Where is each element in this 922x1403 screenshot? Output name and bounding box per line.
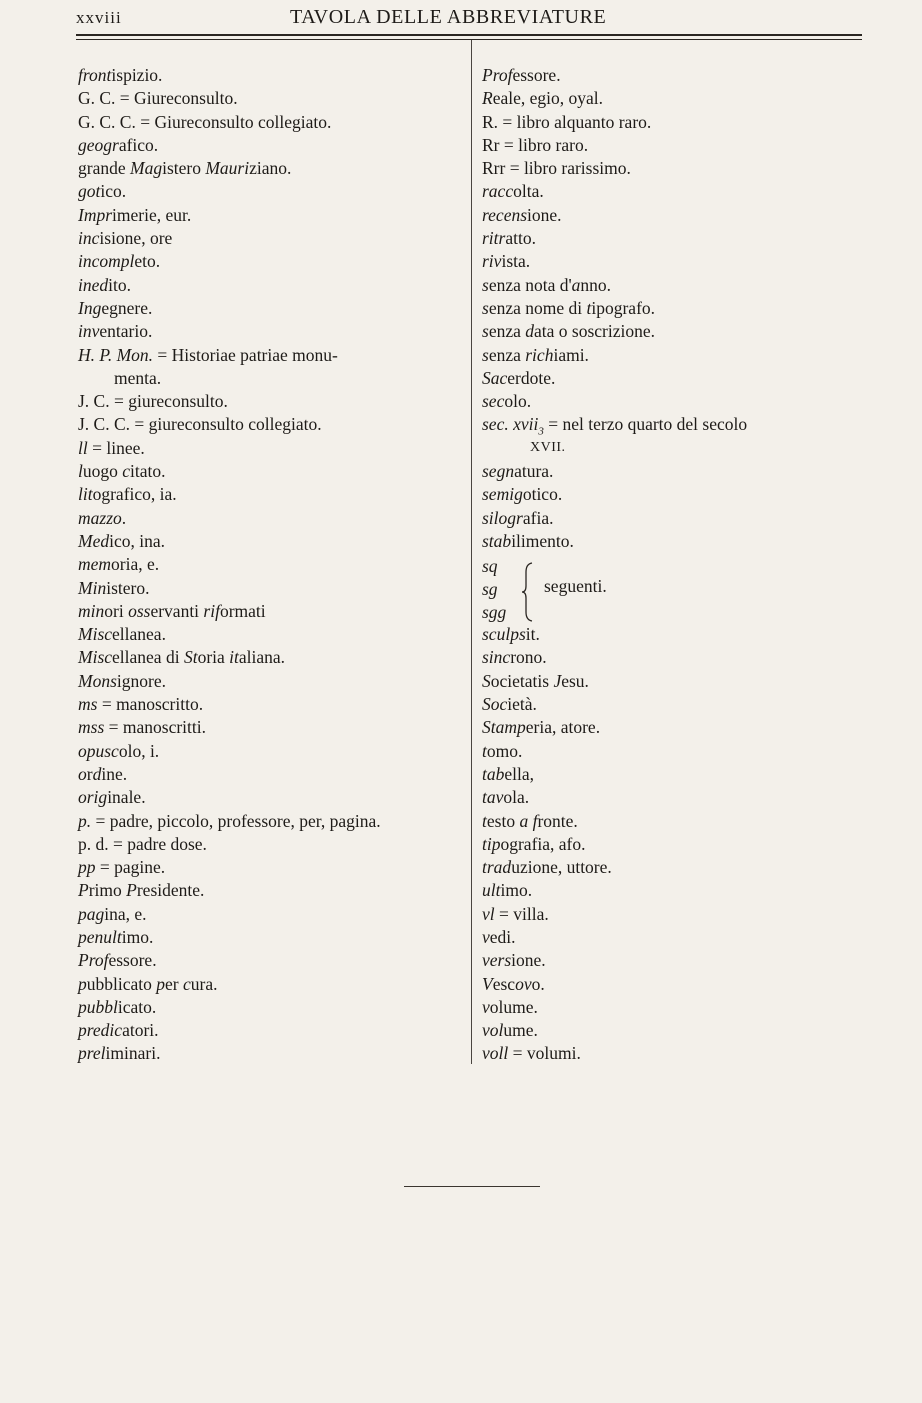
- entry-text: = pagine.: [95, 857, 166, 878]
- entry-text: ola.: [503, 787, 530, 808]
- entry-abbr: t: [586, 297, 592, 318]
- abbreviation-entry: [78, 856, 466, 879]
- entry-abbr: l: [78, 461, 83, 482]
- abbreviation-entry: [78, 320, 466, 343]
- entry-abbr: vers: [482, 950, 512, 971]
- entry-text: esc: [492, 973, 516, 994]
- entry-abbr: a f: [519, 810, 538, 831]
- entry-abbr: c: [122, 461, 131, 482]
- bracket-meaning: seguenti.: [544, 576, 607, 596]
- abbreviation-entry: [78, 879, 466, 902]
- entry-abbr: p: [156, 973, 165, 994]
- abbreviation-entry: [482, 274, 882, 297]
- entry-text: R. = libro alquanto raro.: [482, 111, 652, 132]
- entry-text: er: [165, 973, 183, 994]
- entry-text: ione.: [511, 950, 546, 971]
- entry-abbr: tav: [482, 787, 504, 808]
- entry-abbr: c: [182, 973, 191, 994]
- entry-text: p. d. = padre dose.: [78, 833, 207, 854]
- entry-abbr: Prof: [482, 65, 513, 85]
- abbreviation-entry: [78, 763, 466, 786]
- entry-abbr: it: [229, 647, 239, 668]
- abbreviation-entry: [78, 274, 466, 297]
- entry-abbr: inc: [78, 228, 100, 249]
- abbreviation-entry: [78, 507, 466, 530]
- abbreviation-entry: [482, 646, 882, 669]
- entry-text: ista.: [501, 251, 531, 272]
- entry-text: olo.: [504, 391, 532, 412]
- entry-text: ine.: [101, 763, 128, 784]
- entry-abbr: P: [78, 880, 89, 901]
- entry-text: ione.: [527, 204, 562, 225]
- entry-abbr: s: [482, 321, 489, 342]
- abbreviation-entry: [78, 367, 466, 390]
- entry-text: ina, e.: [104, 903, 147, 924]
- entry-abbr: o: [78, 763, 87, 784]
- abbreviation-entry: [482, 157, 882, 180]
- abbreviation-entry: [482, 507, 882, 530]
- entry-abbr: mazzo: [78, 507, 122, 528]
- entry-text: imerie, eur.: [112, 204, 192, 225]
- abbreviation-entry: [78, 437, 466, 460]
- entry-abbr: pubbl: [78, 996, 118, 1017]
- abbreviation-entry: [482, 949, 882, 972]
- abbreviation-entry: [78, 250, 466, 273]
- entry-abbr: ll: [78, 437, 88, 458]
- entry-text: = padre, piccolo, professore, per, pagina.: [91, 810, 381, 831]
- abbreviation-entry: [78, 600, 466, 623]
- entry-text: enza nome di: [488, 297, 587, 318]
- entry-abbr: sec: [482, 391, 505, 412]
- entry-abbr: silogr: [482, 507, 523, 528]
- entry-text: Rrr = libro rarissimo.: [482, 158, 631, 179]
- entry-abbr: d: [525, 321, 534, 342]
- entry-text: eria, atore.: [525, 717, 601, 738]
- abbreviation-entry: [78, 810, 466, 833]
- entry-abbr: got: [78, 181, 101, 202]
- abbreviation-entry: [482, 1042, 882, 1065]
- abbreviation-entry: [78, 670, 466, 693]
- entry-text: ellanea.: [112, 624, 166, 645]
- entry-text: istero: [162, 158, 206, 179]
- entry-text: oria, e.: [111, 554, 160, 575]
- entry-text: itato.: [130, 461, 166, 482]
- entry-abbr: s: [482, 297, 489, 318]
- left-column: [78, 64, 466, 1066]
- entry-abbr: vl: [482, 903, 495, 924]
- entry-text: ografico, ia.: [92, 484, 177, 505]
- entry-abbr: ined: [78, 274, 109, 295]
- entry-abbr: min: [78, 600, 105, 621]
- abbreviation-entry: [78, 646, 466, 669]
- abbreviation-entry: [482, 1019, 882, 1042]
- entry-text: uzione, uttore.: [511, 857, 612, 878]
- entry-abbr: sculps: [482, 624, 526, 645]
- entry-text: ormati: [219, 600, 266, 621]
- abbreviation-entry: [482, 390, 882, 413]
- entry-abbr: pag: [78, 903, 105, 924]
- abbreviation-entry: [482, 111, 882, 134]
- abbreviation-entry: [78, 460, 466, 483]
- entry-text: ellanea di: [112, 647, 184, 668]
- abbreviation-entry: [482, 670, 882, 693]
- entry-abbr: lit: [78, 484, 93, 505]
- entry-text: imo.: [121, 926, 154, 947]
- entry-abbr: p.: [78, 810, 92, 831]
- entry-abbr: sinc: [482, 647, 511, 668]
- entry-text: ziano.: [249, 158, 292, 179]
- entry-text: = Historiae patriae monu-: [153, 344, 338, 365]
- entry-abbr: Misc: [78, 647, 113, 668]
- entry-text: ietà.: [507, 694, 537, 715]
- entry-text: iminari.: [105, 1043, 161, 1064]
- end-rule: [404, 1186, 540, 1187]
- abbreviation-entry: [78, 413, 466, 436]
- entry-abbr: orig: [78, 787, 108, 808]
- abbreviation-entry: [482, 227, 882, 250]
- abbreviation-entry: [78, 740, 466, 763]
- abbreviation-entry: [78, 623, 466, 646]
- entry-abbr: stab: [482, 530, 512, 551]
- entry-abbr: prel: [78, 1043, 106, 1064]
- entry-text: = manoscritti.: [104, 717, 206, 738]
- entry-text: olta.: [513, 181, 544, 202]
- abbreviation-entry: [78, 693, 466, 716]
- entry-abbr: oss: [128, 600, 151, 621]
- entry-text: essore.: [512, 65, 561, 85]
- page-header: [76, 6, 862, 34]
- abbreviation-entry: [482, 134, 882, 157]
- entry-abbr: Mons: [78, 670, 117, 691]
- abbreviation-entry: [482, 810, 882, 833]
- entry-abbr: front: [78, 65, 112, 85]
- entry-abbr: Sac: [482, 367, 508, 388]
- entry-text: rimo: [88, 880, 127, 901]
- abbreviation-entry: [482, 204, 882, 227]
- entry-abbr: p: [78, 973, 87, 994]
- entry-abbr: geogr: [78, 134, 119, 155]
- entry-text: inale.: [107, 787, 146, 808]
- abbreviation-entry: [78, 390, 466, 413]
- entry-abbr: d: [92, 763, 102, 784]
- entry-text: grande: [78, 158, 130, 179]
- entry-abbr: Min: [78, 577, 107, 598]
- entry-abbr: trad: [482, 857, 512, 878]
- abbreviation-entry: [482, 297, 882, 320]
- abbreviation-entry: [78, 903, 466, 926]
- entry-abbr: ult: [482, 880, 501, 901]
- entry-abbr: t: [482, 740, 487, 761]
- entry-abbr: Misc: [78, 624, 113, 645]
- abbreviation-entry: [78, 227, 466, 250]
- entry-text: eale, egio, oyal.: [492, 88, 604, 109]
- entry-abbr: H. P. Mon.: [78, 344, 154, 365]
- entry-text: = volumi.: [508, 1043, 581, 1064]
- entry-text: afico.: [118, 134, 159, 155]
- entry-text: essore.: [108, 950, 157, 971]
- entry-text: esu.: [561, 670, 589, 691]
- entry-abbr: ms: [78, 694, 98, 715]
- entry-abbr: mss: [78, 717, 105, 738]
- entry-text: erdote.: [507, 367, 556, 388]
- entry-abbr: recens: [482, 204, 528, 225]
- entry-abbr: Mag: [130, 158, 163, 179]
- entry-abbr: Soc: [482, 694, 508, 715]
- entry-abbr: vol: [482, 1020, 504, 1041]
- abbreviation-entry: [482, 996, 882, 1019]
- entry-text: ura.: [190, 973, 218, 994]
- entry-abbr: s: [482, 274, 489, 295]
- entry-abbr: incompl: [78, 251, 135, 272]
- entry-text: J. C. = giureconsulto.: [78, 391, 228, 412]
- entry-text: residente.: [136, 880, 205, 901]
- abbreviation-entry: [482, 926, 882, 949]
- entry-abbr: rif: [203, 600, 220, 621]
- abbreviation-entry: [78, 1019, 466, 1042]
- abbreviation-entry: [78, 64, 466, 87]
- entry-text: ico.: [100, 181, 127, 202]
- entry-text: ata o soscrizione.: [534, 321, 655, 342]
- entry-abbr: v: [482, 996, 490, 1017]
- entry-abbr: v: [482, 926, 490, 947]
- abbreviation-entry: [482, 530, 882, 553]
- entry-text: ito.: [108, 274, 131, 295]
- entry-text: egnere.: [101, 297, 153, 318]
- bracket-abbr-3: sgg: [482, 602, 507, 622]
- entry-text: atori.: [122, 1020, 159, 1041]
- bracket-abbr-2: sg: [482, 579, 498, 599]
- entry-text: r: [86, 763, 93, 784]
- entry-abbr: a: [571, 274, 581, 295]
- entry-text: G. C. = Giureconsulto.: [78, 88, 238, 109]
- entry-abbr: Mauri: [205, 158, 250, 179]
- entry-abbr: tab: [482, 763, 505, 784]
- entry-text: entario.: [99, 321, 153, 342]
- abbreviation-entry: [482, 833, 882, 856]
- page-number: xxviii: [76, 8, 122, 27]
- entry-text: enza: [488, 344, 526, 365]
- entry-text: = manoscritto.: [97, 694, 204, 715]
- abbreviation-entry: [482, 64, 882, 87]
- entry-text: ografia, afo.: [500, 833, 586, 854]
- entry-abbr: St: [183, 647, 198, 668]
- entry-abbr: semig: [482, 484, 523, 505]
- abbreviation-entry: [482, 180, 882, 203]
- entry-abbr: predic: [78, 1020, 123, 1041]
- abbreviation-entry: [78, 949, 466, 972]
- entry-text: .: [121, 507, 127, 528]
- entry-abbr: R: [482, 88, 493, 109]
- abbreviation-entry: [482, 413, 882, 436]
- entry-abbr: V: [482, 973, 493, 994]
- entry-text: otico.: [522, 484, 563, 505]
- column-divider: [471, 40, 472, 1064]
- abbreviation-entry: [78, 530, 466, 553]
- abbreviation-entry: [78, 786, 466, 809]
- entry-abbr: mem: [78, 554, 112, 575]
- abbreviation-entry: [78, 926, 466, 949]
- entry-subscript: 3: [538, 425, 544, 438]
- abbreviation-entry: [78, 1042, 466, 1065]
- entry-abbr: s: [482, 344, 489, 365]
- entry-text: eto.: [134, 251, 161, 272]
- entry-abbr: rich: [525, 344, 554, 365]
- abbreviation-entry: [482, 693, 882, 716]
- entry-abbr: J: [553, 670, 562, 691]
- abbreviation-entry: [78, 134, 466, 157]
- bracket-abbr-1: sq: [482, 556, 498, 576]
- entry-abbr: segn: [482, 461, 515, 482]
- abbreviation-entry: [78, 716, 466, 739]
- entry-text: G. C. C. = Giureconsulto collegiato.: [78, 111, 332, 132]
- entry-text: icato.: [117, 996, 157, 1017]
- abbreviation-entry: [78, 483, 466, 506]
- abbreviation-entry: [78, 87, 466, 110]
- entry-text: iami.: [553, 344, 589, 365]
- abbreviation-entry: [482, 973, 882, 996]
- abbreviation-entry: [78, 157, 466, 180]
- abbreviation-entry: [482, 716, 882, 739]
- entry-text: = linee.: [87, 437, 145, 458]
- header-rule: [76, 34, 862, 40]
- abbreviation-entry: [482, 856, 882, 879]
- entry-text: ervanti: [150, 600, 204, 621]
- entry-text: edi.: [489, 926, 516, 947]
- abbreviation-entry: [78, 577, 466, 600]
- entry-abbr: Ing: [78, 297, 102, 318]
- abbreviation-entry: [78, 973, 466, 996]
- abbreviation-entry: [482, 623, 882, 646]
- entry-text: afia.: [522, 507, 554, 528]
- entry-text: aliana.: [238, 647, 286, 668]
- entry-text: o.: [531, 973, 545, 994]
- entry-continuation: menta.: [114, 367, 162, 388]
- abbreviation-entry: [482, 344, 882, 367]
- abbreviation-entry: [482, 740, 882, 763]
- entry-text: atura.: [514, 461, 554, 482]
- entry-abbr: inv: [78, 321, 100, 342]
- entry-abbr: pp: [78, 857, 96, 878]
- entry-abbr: t: [482, 810, 487, 831]
- entry-text: ocietatis: [490, 670, 554, 691]
- entry-text: it.: [525, 624, 540, 645]
- entry-text: ronte.: [537, 810, 578, 831]
- abbreviation-entry: [78, 204, 466, 227]
- entry-text: ipografo.: [591, 297, 656, 318]
- abbreviation-entry: [482, 879, 882, 902]
- entry-text: ilimento.: [511, 530, 574, 551]
- abbreviation-entry: [482, 367, 882, 390]
- entry-abbr: penult: [78, 926, 122, 947]
- entry-continuation: XVII.: [530, 439, 566, 455]
- entry-text: Rr = libro raro.: [482, 134, 589, 155]
- entry-text: omo.: [486, 740, 523, 761]
- abbreviation-entry: [482, 786, 882, 809]
- entry-text: enza: [488, 321, 526, 342]
- entry-abbr: S: [482, 670, 491, 691]
- abbreviation-entry: [482, 903, 882, 926]
- entry-text: uogo: [82, 461, 123, 482]
- entry-abbr: tip: [482, 833, 501, 854]
- entry-text: ella,: [504, 763, 535, 784]
- entry-abbr: ritr: [482, 228, 506, 249]
- entry-text: olume.: [489, 996, 538, 1017]
- entry-text: imo.: [500, 880, 533, 901]
- running-title: TAVOLA DELLE ABBREVIATURE: [290, 6, 607, 28]
- entry-abbr: voll: [482, 1043, 509, 1064]
- abbreviation-entry: [78, 833, 466, 856]
- abbreviation-entry: [78, 297, 466, 320]
- abbreviation-entry: [482, 483, 882, 506]
- entry-text: istero.: [106, 577, 150, 598]
- curly-brace-icon: [522, 562, 536, 622]
- entry-abbr: opusc: [78, 740, 119, 761]
- entry-text: ico, ina.: [109, 530, 165, 551]
- entry-text: ispizio.: [111, 65, 163, 85]
- abbreviation-entry: [482, 250, 882, 273]
- entry-abbr: ov: [515, 973, 532, 994]
- bracket-entry: [482, 556, 862, 626]
- entry-abbr: Impr: [78, 204, 113, 225]
- entry-meaning: = nel terzo quarto del secolo: [543, 414, 748, 435]
- abbreviation-entry: [78, 111, 466, 134]
- entry-abbr: sec. xvii: [482, 414, 539, 435]
- entry-text: ignore.: [116, 670, 166, 691]
- abbreviation-entry: [482, 87, 882, 110]
- entry-text: ori: [104, 600, 129, 621]
- entry-abbr: riv: [482, 251, 502, 272]
- abbreviation-entry: [482, 320, 882, 343]
- entry-text: ubblicato: [86, 973, 157, 994]
- abbreviation-entry: [482, 763, 882, 786]
- abbreviation-entry: [482, 437, 882, 460]
- entry-text: ume.: [503, 1020, 538, 1041]
- entry-abbr: Med: [78, 530, 110, 551]
- abbreviation-entry: [78, 996, 466, 1019]
- entry-text: olo, i.: [118, 740, 160, 761]
- abbreviation-entry: [78, 180, 466, 203]
- entry-text: nno.: [580, 274, 612, 295]
- entry-text: = villa.: [494, 903, 549, 924]
- abbreviation-entry: [78, 553, 466, 576]
- entry-text: enza nota d': [488, 274, 572, 295]
- abbreviation-entry: [78, 344, 466, 367]
- entry-abbr: Prof: [78, 950, 109, 971]
- entry-text: esto: [486, 810, 520, 831]
- entry-text: J. C. C. = giureconsulto collegiato.: [78, 414, 322, 435]
- entry-abbr: racc: [482, 181, 514, 202]
- entry-text: oria: [197, 647, 230, 668]
- abbreviation-entry: [482, 460, 882, 483]
- entry-text: rono.: [510, 647, 547, 668]
- entry-abbr: P: [126, 880, 137, 901]
- entry-text: atto.: [505, 228, 536, 249]
- entry-abbr: Stamp: [482, 717, 526, 738]
- entry-text: isione, ore: [99, 228, 173, 249]
